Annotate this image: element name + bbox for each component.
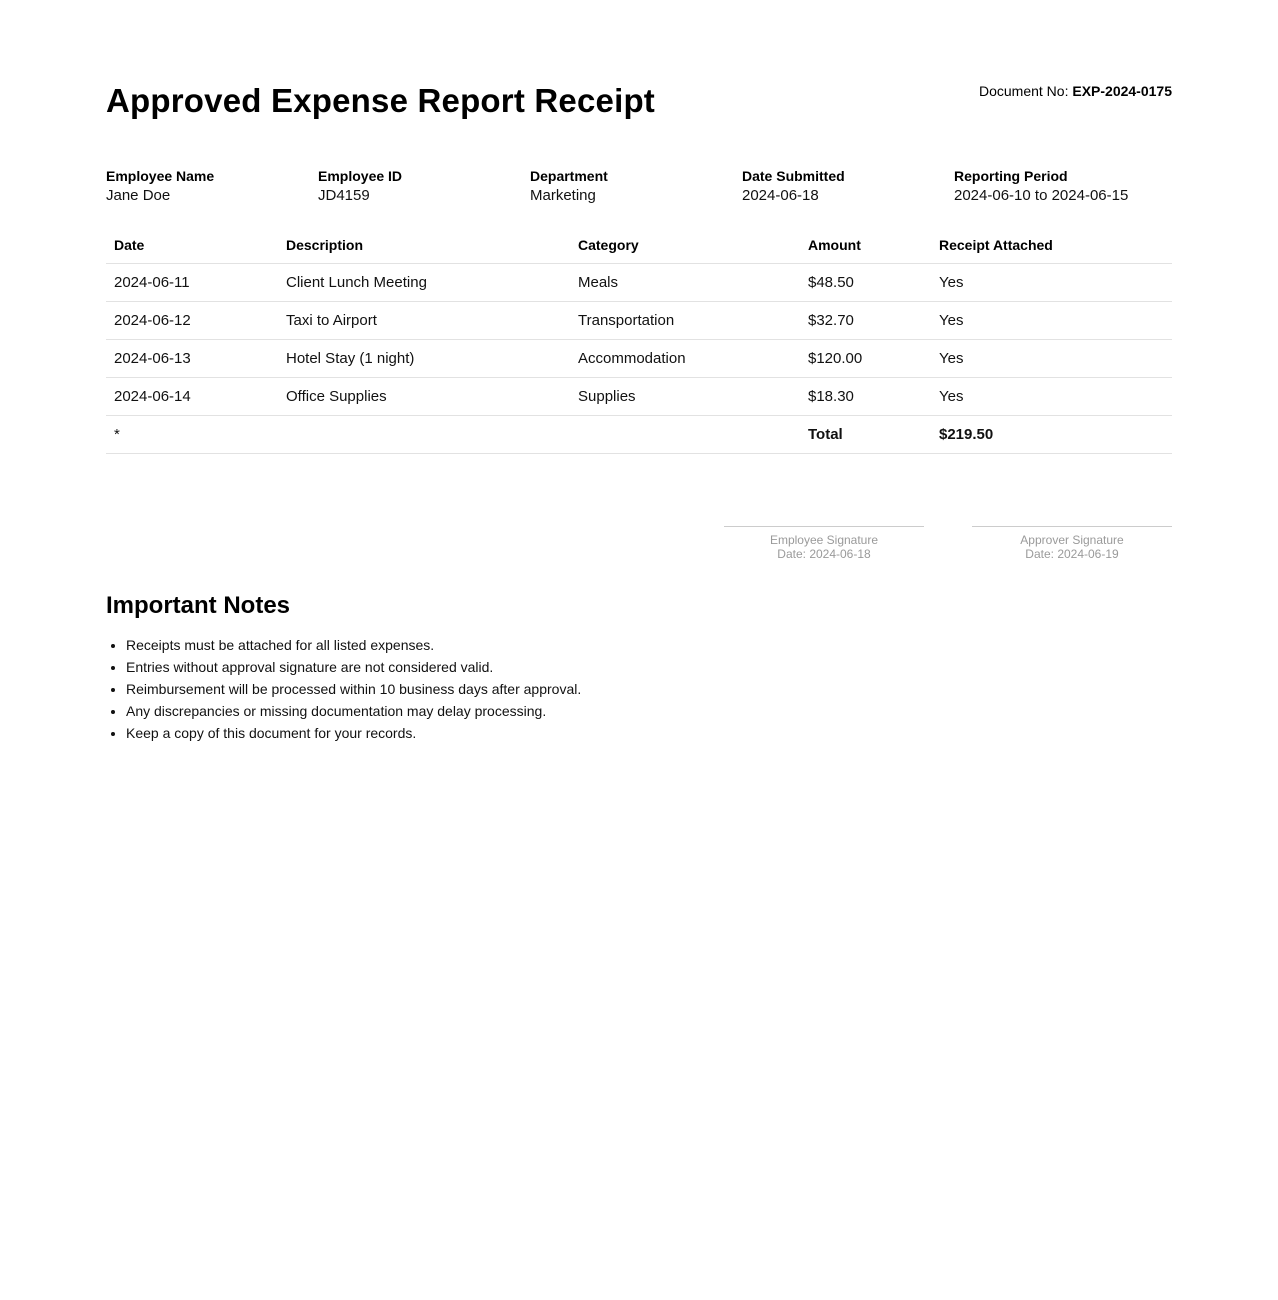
info-date-submitted [742,168,954,206]
employee-signature-line [724,526,924,561]
list-item: • Reimbursement will be processed within 10 business days after approval. [126,678,581,700]
cell-amount: $32.70 [800,302,931,340]
info-value: Marketing [530,187,596,204]
cell-category: Meals [570,264,800,302]
cell-receipt: Yes [931,378,1172,416]
info-label: Reporting Period [954,168,1068,184]
expense-report-document [106,0,1172,741]
cell-category: Supplies [570,378,800,416]
signature-date: Date: 2024-06-18 [777,547,871,561]
cell-category: Transportation [570,302,800,340]
document-number-value: EXP-2024-0175 [1072,83,1172,99]
cell-amount: $18.30 [800,378,931,416]
page-title: Approved Expense Report Receipt [106,82,655,119]
cell-category: Accommodation [570,340,800,378]
info-value: Jane Doe [106,187,171,204]
info-department [530,168,742,206]
total-marker: * [106,416,278,454]
document-number-label: Document No: [978,83,1069,99]
info-value: 2024-06-18 [742,187,819,204]
cell-date: 2024-06-11 [106,264,278,302]
table-row [106,302,1172,340]
column-header-amount: Amount [800,226,931,264]
cell-description: Office Supplies [278,378,570,416]
table-row [106,378,1172,416]
cell-date: 2024-06-14 [106,378,278,416]
cell-date: 2024-06-13 [106,340,278,378]
list-item: • Any discrepancies or missing documentation may delay processing. [126,700,581,722]
approver-signature-line [972,526,1172,561]
total-label: Total [800,416,931,454]
employee-info [106,168,1172,206]
info-label: Date Submitted [742,168,845,184]
signature-label: Employee Signature [769,533,879,547]
cell-amount: $48.50 [800,264,931,302]
cell-description: Hotel Stay (1 night) [278,340,570,378]
list-item: • Keep a copy of this document for your records. [126,722,581,744]
table-row [106,340,1172,378]
table-header-row [106,226,1172,264]
document-number [979,83,1172,99]
cell-receipt: Yes [931,340,1172,378]
signature-label: Approver Signature [1020,533,1124,547]
total-value: $219.50 [931,416,1172,454]
notes-title: Important Notes [106,592,291,619]
info-employee-id [318,168,530,206]
cell-description: Taxi to Airport [278,302,570,340]
column-header-date: Date [106,226,278,264]
table-total-row [106,416,1172,454]
info-reporting-period [954,168,1166,206]
cell-date: 2024-06-12 [106,302,278,340]
list-item: • Entries without approval signature are not considered valid. [126,656,581,678]
cell-description: Client Lunch Meeting [278,264,570,302]
empty-cell [278,416,570,454]
cell-receipt: Yes [931,302,1172,340]
document-header [106,0,1172,150]
info-value: 2024-06-10 to 2024-06-15 [954,187,1129,204]
info-value: JD4159 [318,187,370,204]
cell-amount: $120.00 [800,340,931,378]
column-header-receipt: Receipt Attached [931,226,1172,264]
notes-list [106,634,581,744]
cell-receipt: Yes [931,264,1172,302]
info-label: Employee ID [318,168,403,184]
list-item: • Receipts must be attached for all listed expenses. [126,634,581,656]
info-label: Department [530,168,608,184]
info-employee-name [106,168,318,206]
expense-table [106,226,1172,454]
column-header-category: Category [570,226,800,264]
signature-section [724,526,1172,561]
signature-date: Date: 2024-06-19 [1025,547,1119,561]
table-row [106,264,1172,302]
column-header-description: Description [278,226,570,264]
info-label: Employee Name [106,168,215,184]
empty-cell [570,416,800,454]
